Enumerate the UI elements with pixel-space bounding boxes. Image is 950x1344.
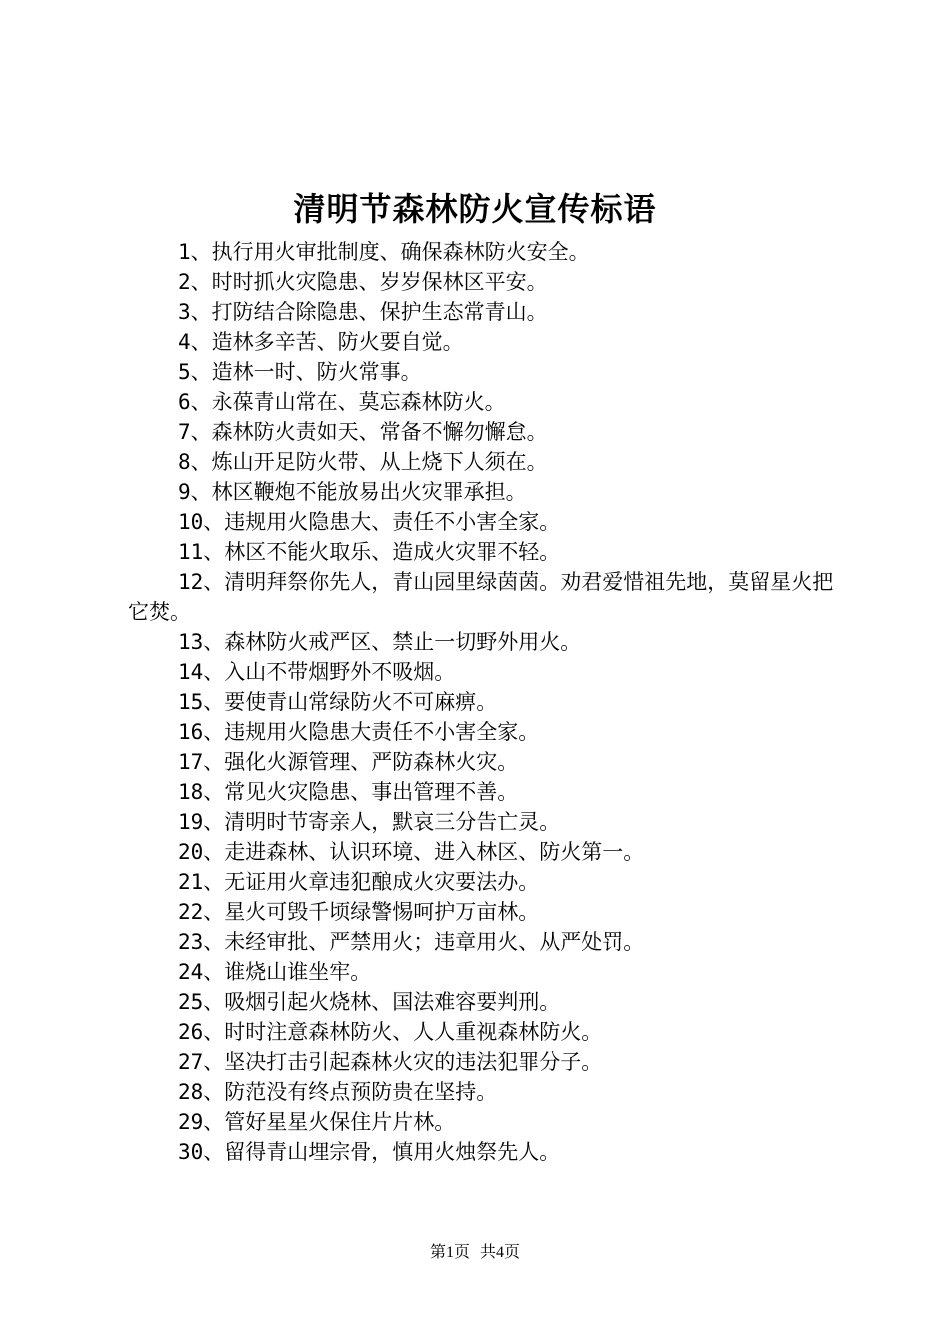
slogan-list [128,237,846,1167]
list-item: 11、林区不能火取乐、造成火灾罪不轻。 [178,540,561,564]
list-item: 10、违规用火隐患大、责任不小害全家。 [178,510,561,534]
list-item: 27、坚决打击引起森林火灾的违法犯罪分子。 [178,1050,603,1074]
page-title: 清明节森林防火宣传标语 [293,190,657,228]
list-item: 6、永葆青山常在、莫忘森林防火。 [178,390,506,414]
list-item: 24、谁烧山谁坐牢。 [178,960,372,984]
list-item: 2、时时抓火灾隐患、岁岁保林区平安。 [178,270,548,294]
list-item: 4、造林多辛苦、防火要自觉。 [178,330,464,354]
page-total: 共4页 [480,1244,521,1261]
list-item: 9、林区鞭炮不能放易出火灾罪承担。 [178,480,527,504]
list-item: 13、森林防火戒严区、禁止一切野外用火。 [178,630,582,654]
list-item: 1、执行用火审批制度、确保森林防火安全。 [178,240,590,264]
list-item: 19、清明时节寄亲人，默哀三分告亡灵。 [178,810,561,834]
list-item: 3、打防结合除隐患、保护生态常青山。 [178,300,548,324]
list-item: 28、防范没有终点预防贵在坚持。 [178,1080,498,1104]
list-item: 22、星火可毁千顷绿警惕呵护万亩林。 [178,900,540,924]
list-item: 14、入山不带烟野外不吸烟。 [178,660,456,684]
list-item: 25、吸烟引起火烧林、国法难容要判刑。 [178,990,561,1014]
page-number: 第1页 [429,1244,470,1261]
list-item: 12、清明拜祭你先人，青山园里绿茵茵。劝君爱惜祖先地，莫留星火把它焚。 [128,570,834,624]
list-item: 29、管好星星火保住片片林。 [178,1110,456,1134]
list-item: 18、常见火灾隐患、事出管理不善。 [178,780,519,804]
list-item: 23、未经审批、严禁用火；违章用火、从严处罚。 [178,930,645,954]
list-item: 8、炼山开足防火带、从上烧下人须在。 [178,450,548,474]
list-item: 17、强化火源管理、严防森林火灾。 [178,750,519,774]
list-item: 5、造林一时、防火常事。 [178,360,422,384]
list-item: 26、时时注意森林防火、人人重视森林防火。 [178,1020,603,1044]
list-item: 16、违规用火隐患大责任不小害全家。 [178,720,540,744]
list-item: 20、走进森林、认识环境、进入林区、防火第一。 [178,840,645,864]
list-item: 7、森林防火责如天、常备不懈勿懈怠。 [178,420,548,444]
list-item: 15、要使青山常绿防火不可麻痹。 [178,690,498,714]
list-item: 30、留得青山埋宗骨，慎用火烛祭先人。 [178,1140,561,1164]
list-item: 21、无证用火章违犯酿成火灾要法办。 [178,870,540,894]
page-footer [0,1241,950,1265]
